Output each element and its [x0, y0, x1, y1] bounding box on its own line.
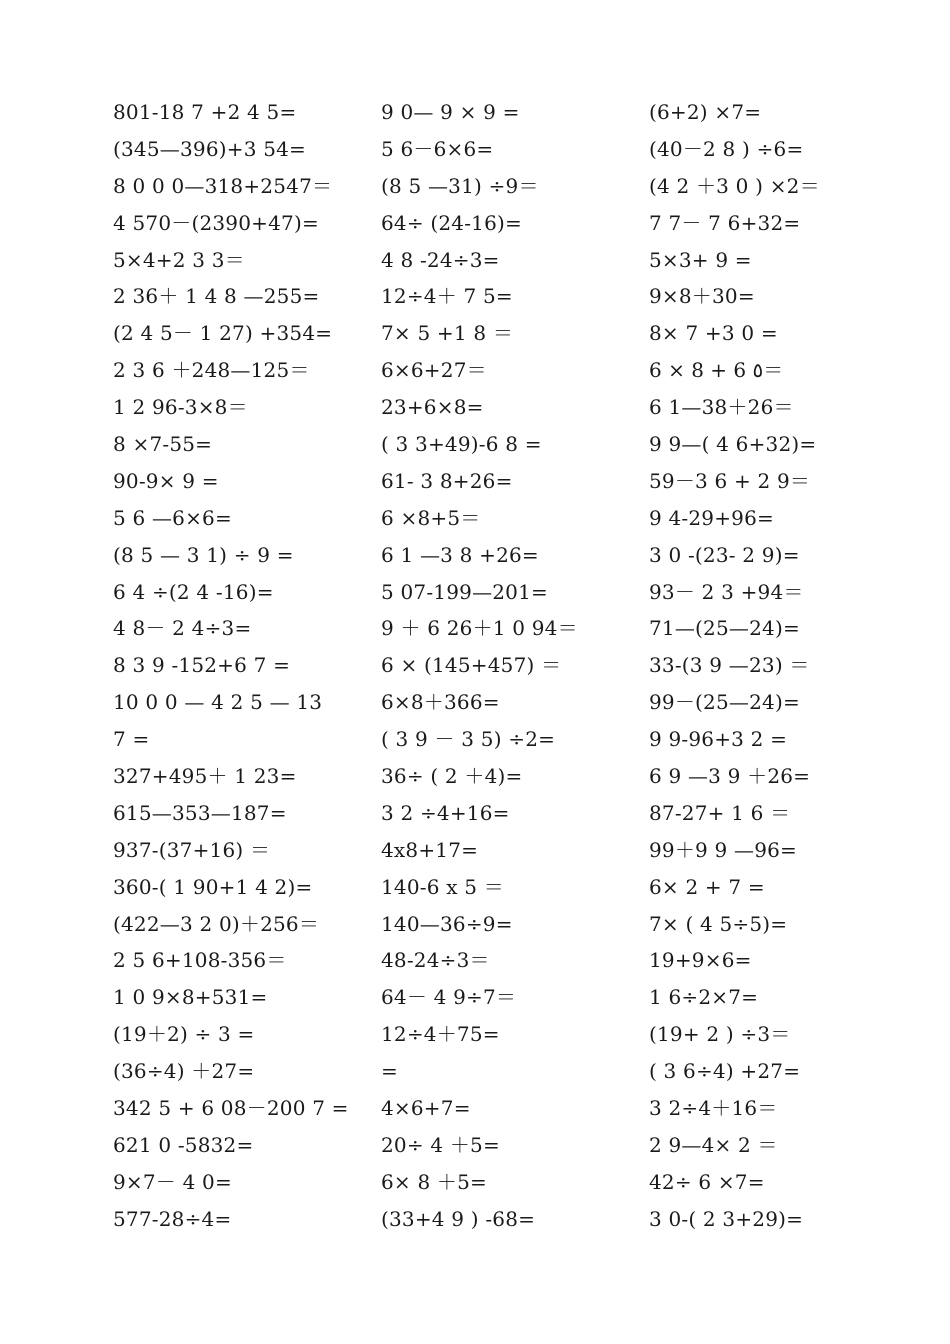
problem-column-1: [113, 94, 368, 1238]
problem-line: 5×4+2 3 3＝: [113, 247, 245, 272]
problem-line: 342 5 + 6 08－200 7 =: [113, 1096, 349, 1121]
problem-line: 9×8＋30=: [649, 284, 755, 309]
problem-line: 7× ( 4 5÷5)=: [649, 911, 788, 936]
problem-line: 1 2 96-3×8＝: [113, 395, 248, 420]
problem-line: 12÷4＋ 7 5=: [381, 284, 513, 309]
problem-line: 5 07-199—201=: [381, 579, 548, 604]
problem-line: 6 9 —3 9 ＋26=: [649, 764, 811, 789]
problem-column-3: [649, 94, 919, 1238]
problem-line: 4×6+7=: [381, 1096, 471, 1121]
problem-line: 5×3+ 9 =: [649, 247, 752, 272]
problem-line: 6× 8 ＋5=: [381, 1169, 488, 1194]
problem-line: 801-18 7 +2 4 5=: [113, 100, 297, 124]
problem-line: 7× 5 +1 8 ＝: [381, 321, 514, 346]
problem-line: 12÷4＋75=: [381, 1022, 500, 1047]
problem-line: 8 ×7-55=: [113, 432, 213, 457]
problem-line: 2 5 6+108-356＝: [113, 948, 287, 973]
problem-line: 3 0 -(23- 2 9)=: [649, 542, 800, 567]
problem-line: 9×7－ 4 0=: [113, 1169, 232, 1194]
problem-column-2: [381, 94, 636, 1238]
problem-line: 64－ 4 9÷7＝: [381, 985, 517, 1010]
problem-line: 3 0-( 2 3+29)=: [649, 1206, 804, 1231]
problem-line: 99－(25—24)=: [649, 690, 800, 715]
problem-line: 9 9—( 4 6+32)=: [649, 432, 817, 457]
problem-line: 5 6 —6×6=: [113, 505, 232, 530]
problem-line: 4x8+17=: [381, 837, 479, 862]
problem-line: 8 3 9 -152+6 7 =: [113, 653, 291, 678]
problem-line: 3 2 ÷4+16=: [381, 800, 510, 825]
problem-line: 8× 7 +3 0 =: [649, 321, 778, 346]
problem-line: (345—396)+3 54=: [113, 136, 306, 161]
problem-line: 140-6 x 5 ＝: [381, 874, 504, 899]
problem-line: 6 ×8+5＝: [381, 505, 481, 530]
problem-line: 4 570－(2390+47)=: [113, 210, 319, 235]
problem-line: (40－2 8 ) ÷6=: [649, 136, 804, 161]
problem-line: 3 2÷4＋16＝: [649, 1096, 778, 1121]
problem-line: 6 4 ÷(2 4 -16)=: [113, 579, 274, 604]
problem-line: 90-9× 9 =: [113, 468, 219, 493]
problem-line: (2 4 5－ 1 27) +354=: [113, 321, 333, 346]
problem-line: 2 36＋ 1 4 8 —255=: [113, 284, 320, 309]
problem-line: 48-24÷3＝: [381, 948, 490, 973]
problem-line: 615—353—187=: [113, 800, 287, 825]
problem-line: 42÷ 6 ×7=: [649, 1169, 765, 1194]
problem-line: (422—3 2 0)＋256＝: [113, 911, 320, 936]
problem-line: 9 4-29+96=: [649, 505, 774, 530]
problem-line: 7 =: [113, 727, 150, 752]
problem-line: (33+4 9 ) -68=: [381, 1206, 536, 1231]
problem-line: 36÷ ( 2 ＋4)=: [381, 764, 523, 789]
problem-line: ( 3 3+49)-6 8 =: [381, 432, 542, 457]
problem-line: 64÷ (24-16)=: [381, 210, 522, 235]
problem-line: 6×6+27＝: [381, 358, 487, 383]
problem-line: ( 3 6÷4) +27=: [649, 1059, 801, 1084]
problem-line: 87-27+ 1 6 ＝: [649, 800, 791, 825]
problem-line: 59－3 6 + 2 9＝: [649, 468, 811, 493]
problem-line: 7 7－ 7 6+32=: [649, 210, 801, 235]
problem-line: 327+495＋ 1 23=: [113, 764, 297, 789]
problem-line: (19+ 2 ) ÷3＝: [649, 1022, 791, 1047]
problem-line: 20÷ 4 ＋5=: [381, 1132, 500, 1157]
problem-line: 2 3 6 ＋248—125＝: [113, 358, 310, 383]
problem-line: 99＋9 9 —96=: [649, 837, 798, 862]
problem-line: 577-28÷4=: [113, 1206, 232, 1231]
problem-line: 8 0 0 0—318+2547＝: [113, 173, 333, 198]
problem-line: 10 0 0 — 4 2 5 — 13: [113, 690, 323, 715]
problem-line: 6×8＋366=: [381, 690, 500, 715]
problem-line: 23+6×8=: [381, 395, 484, 420]
problem-line: 9 0— 9 × 9 =: [381, 100, 520, 124]
problem-line: 5 6－6×6=: [381, 136, 494, 161]
problem-line: (19＋2) ÷ 3 =: [113, 1022, 255, 1047]
problem-line: 33-(3 9 —23) ＝: [649, 653, 810, 678]
problem-line: 61- 3 8+26=: [381, 468, 513, 493]
problem-line: (36÷4) ＋27=: [113, 1059, 255, 1084]
problem-line: 1 0 9×8+531=: [113, 985, 268, 1010]
problem-line: 360-( 1 90+1 4 2)=: [113, 874, 313, 899]
problem-line: 6 1 —3 8 +26=: [381, 542, 539, 567]
problem-line: 2 9—4× 2 ＝: [649, 1132, 778, 1157]
problem-line: 9 ＋ 6 26＋1 0 94＝: [381, 616, 578, 641]
problem-line: 6 × (145+457) ＝: [381, 653, 562, 678]
problem-line: 9 9-96+3 2 =: [649, 727, 788, 752]
problem-line: (8 5 —31) ÷9＝: [381, 173, 539, 198]
problem-line: 937-(37+16) ＝: [113, 837, 271, 862]
problem-line: (6+2) ×7=: [649, 100, 762, 124]
problem-line: 1 6÷2×7=: [649, 985, 759, 1010]
problem-line: 4 8－ 2 4÷3=: [113, 616, 252, 641]
problem-line: 19+9×6=: [649, 948, 752, 973]
problem-line: 6 1—38＋26＝: [649, 395, 794, 420]
problem-line: 6 × 8 + 6 ٥＝: [649, 358, 784, 383]
problem-line: (8 5 — 3 1) ÷ 9 =: [113, 542, 294, 567]
problem-line: =: [381, 1059, 398, 1084]
problem-line: ( 3 9 － 3 5) ÷2=: [381, 727, 556, 752]
problem-line: 6× 2 + 7 =: [649, 874, 765, 899]
problem-line: 4 8 -24÷3=: [381, 247, 500, 272]
problem-line: 71—(25—24)=: [649, 616, 800, 641]
problem-line: 621 0 -5832=: [113, 1132, 254, 1157]
problem-line: 93－ 2 3 +94＝: [649, 579, 804, 604]
problem-line: 140—36÷9=: [381, 911, 513, 936]
problem-line: (4 2 ＋3 0 ) ×2＝: [649, 173, 820, 198]
